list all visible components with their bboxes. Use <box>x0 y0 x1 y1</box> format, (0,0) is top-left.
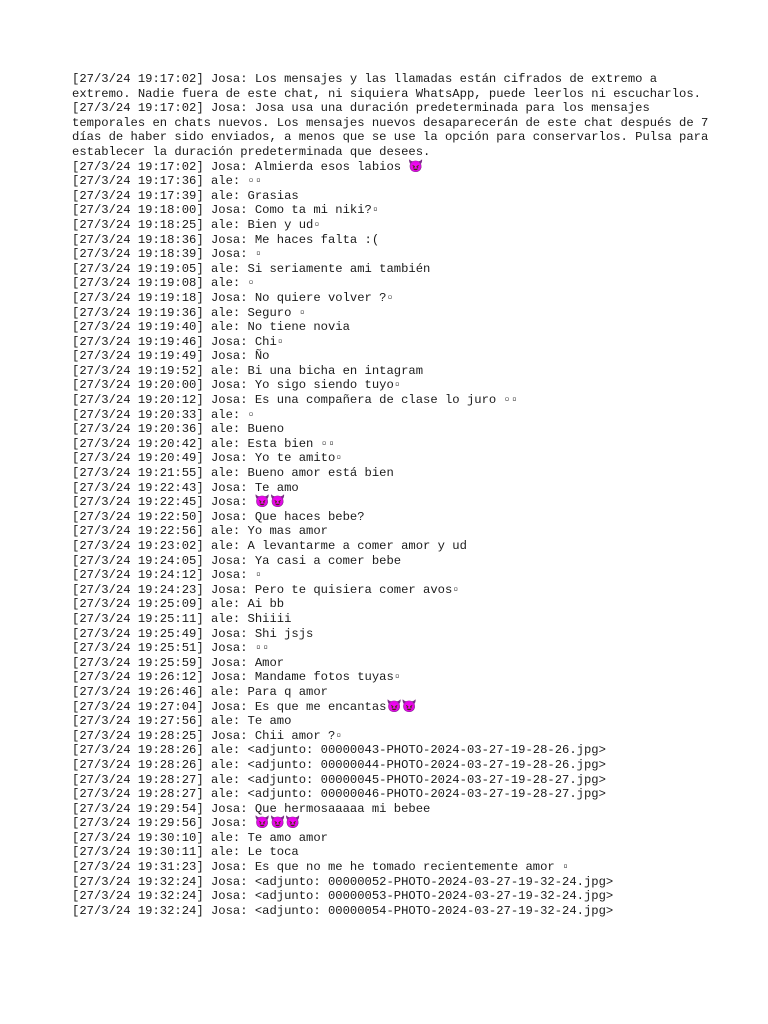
chat-line: [27/3/24 19:19:08] ale: ▫ <box>72 276 255 291</box>
chat-line: [27/3/24 19:17:02] Josa: Josa usa una duración predeterminada para los mensajes temporales en chats nuevos. Los mensajes nuevos desaparecerán de este chat después de 7 días de haber sido enviados, a menos que se use la opción para conservarlos. Pulsa para establecer la duración predeterminada que desees. <box>72 101 716 159</box>
chat-line: [27/3/24 19:25:49] Josa: Shi jsjs <box>72 626 314 641</box>
chat-line: [27/3/24 19:30:11] ale: Le toca <box>72 845 299 860</box>
chat-line: [27/3/24 19:25:51] Josa: ▫▫ <box>72 641 270 656</box>
chat-line: [27/3/24 19:30:10] ale: Te amo amor <box>72 830 328 845</box>
chat-line: [27/3/24 19:25:59] Josa: Amor <box>72 655 285 670</box>
chat-line: [27/3/24 19:28:26] ale: <adjunto: 00000043-PHOTO-2024-03-27-19-28-26.jpg> <box>72 743 606 758</box>
chat-line: [27/3/24 19:21:55] ale: Bueno amor está bien <box>72 466 394 481</box>
chat-line: [27/3/24 19:17:39] ale: Grasias <box>72 188 299 203</box>
chat-transcript <box>72 72 716 918</box>
chat-line: [27/3/24 19:28:27] ale: <adjunto: 00000046-PHOTO-2024-03-27-19-28-27.jpg> <box>72 787 606 802</box>
chat-line: [27/3/24 19:19:18] Josa: No quiere volver ?▫ <box>72 290 394 305</box>
chat-line: [27/3/24 19:20:12] Josa: Es una compañera de clase lo juro ▫▫ <box>72 393 519 408</box>
chat-line: [27/3/24 19:24:05] Josa: Ya casi a comer bebe <box>72 553 402 568</box>
chat-line: [27/3/24 19:32:24] Josa: <adjunto: 00000053-PHOTO-2024-03-27-19-32-24.jpg> <box>72 889 614 904</box>
chat-line: [27/3/24 19:28:25] Josa: Chii amor ?▫ <box>72 728 343 743</box>
chat-line: [27/3/24 19:26:12] Josa: Mandame fotos tuyas▫ <box>72 670 402 685</box>
chat-line: [27/3/24 19:32:24] Josa: <adjunto: 00000052-PHOTO-2024-03-27-19-32-24.jpg> <box>72 874 614 889</box>
chat-line: [27/3/24 19:28:26] ale: <adjunto: 00000044-PHOTO-2024-03-27-19-28-26.jpg> <box>72 757 606 772</box>
chat-line: [27/3/24 19:18:39] Josa: ▫ <box>72 247 263 262</box>
chat-line: [27/3/24 19:20:00] Josa: Yo sigo siendo tuyo▫ <box>72 378 402 393</box>
chat-line: [27/3/24 19:22:56] ale: Yo mas amor <box>72 524 328 539</box>
chat-line: [27/3/24 19:31:23] Josa: Es que no me he tomado recientemente amor ▫ <box>72 860 570 875</box>
chat-line: [27/3/24 19:18:36] Josa: Me haces falta :( <box>72 232 380 247</box>
chat-line: [27/3/24 19:18:25] ale: Bien y ud▫ <box>72 217 321 232</box>
chat-line: [27/3/24 19:28:27] ale: <adjunto: 00000045-PHOTO-2024-03-27-19-28-27.jpg> <box>72 772 606 787</box>
chat-line: [27/3/24 19:20:42] ale: Esta bien ▫▫ <box>72 436 336 451</box>
chat-line: [27/3/24 19:19:40] ale: No tiene novia <box>72 320 350 335</box>
chat-line: [27/3/24 19:27:56] ale: Te amo <box>72 714 292 729</box>
chat-line: [27/3/24 19:17:02] Josa: Los mensajes y las llamadas están cifrados de extremo a extremo. Nadie fuera de este chat, ni siquiera WhatsApp, puede leerlos ni escucharlos. <box>72 72 701 101</box>
chat-line: [27/3/24 19:26:46] ale: Para q amor <box>72 684 328 699</box>
chat-line: [27/3/24 19:19:46] Josa: Chi▫ <box>72 334 285 349</box>
chat-line: [27/3/24 19:29:56] Josa: 😈😈😈 <box>72 816 301 831</box>
chat-line: [27/3/24 19:23:02] ale: A levantarme a comer amor y ud <box>72 539 467 553</box>
chat-line: [27/3/24 19:27:04] Josa: Es que me encantas😈😈 <box>72 699 417 714</box>
chat-line: [27/3/24 19:29:54] Josa: Que hermosaaaaa mi bebee <box>72 801 431 816</box>
chat-line: [27/3/24 19:20:49] Josa: Yo te amito▫ <box>72 451 343 466</box>
chat-line: [27/3/24 19:22:43] Josa: Te amo <box>72 480 299 495</box>
chat-line: [27/3/24 19:19:05] ale: Si seriamente ami también <box>72 261 431 276</box>
chat-line: [27/3/24 19:22:50] Josa: Que haces bebe? <box>72 509 365 524</box>
chat-line: [27/3/24 19:22:45] Josa: 😈😈 <box>72 495 286 510</box>
chat-line: [27/3/24 19:17:02] Josa: Almierda esos labios 😈 <box>72 159 424 174</box>
document-page <box>72 72 716 918</box>
chat-line: [27/3/24 19:24:23] Josa: Pero te quisiera comer avos▫ <box>72 582 460 597</box>
chat-line: [27/3/24 19:19:36] ale: Seguro ▫ <box>72 305 307 320</box>
chat-line: [27/3/24 19:17:36] ale: ▫▫ <box>72 174 263 189</box>
chat-line: [27/3/24 19:32:24] Josa: <adjunto: 00000054-PHOTO-2024-03-27-19-32-24.jpg> <box>72 903 614 918</box>
chat-line: [27/3/24 19:19:52] ale: Bi una bicha en intagram <box>72 363 424 378</box>
chat-line: [27/3/24 19:20:36] ale: Bueno <box>72 422 285 437</box>
chat-line: [27/3/24 19:24:12] Josa: ▫ <box>72 568 263 583</box>
chat-line: [27/3/24 19:20:33] ale: ▫ <box>72 407 255 422</box>
chat-line: [27/3/24 19:19:49] Josa: Ño <box>72 349 270 364</box>
chat-line: [27/3/24 19:18:00] Josa: Como ta mi niki?▫ <box>72 203 380 218</box>
chat-line: [27/3/24 19:25:11] ale: Shiiii <box>72 611 292 626</box>
chat-line: [27/3/24 19:25:09] ale: Ai bb <box>72 597 285 612</box>
